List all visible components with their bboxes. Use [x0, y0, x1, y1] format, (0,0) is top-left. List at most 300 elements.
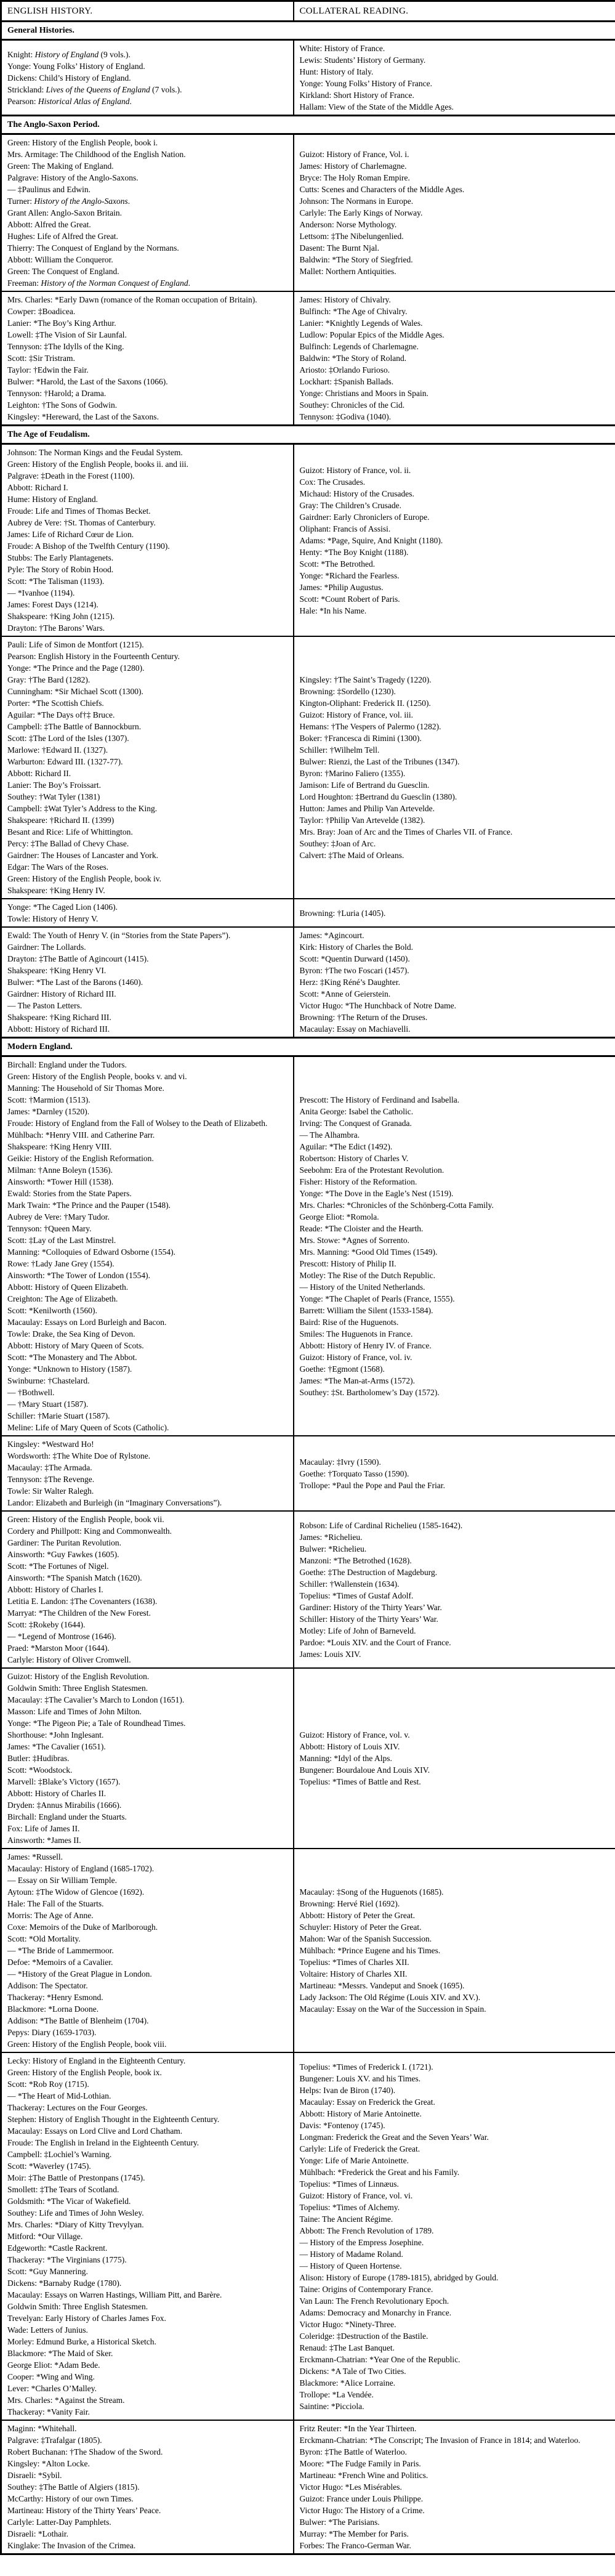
book-entry: Disraeli: *Sybil.: [7, 2471, 62, 2480]
book-entry: — History of the Empress Josephine.: [299, 2237, 424, 2247]
book-entry: Anita George: Isabel the Catholic.: [299, 1107, 414, 1116]
book-entry: Lettsom: ‡The Nibelungenlied.: [299, 232, 404, 241]
book-entry: Praed: *Marston Moor (1644).: [7, 1643, 110, 1653]
book-entry: Kinglake: The Invasion of the Crimea.: [7, 2541, 136, 2550]
column-header-english-history: ENGLISH HISTORY.: [1, 1, 294, 22]
book-entry: Hutton: James and Philip Van Artevelde.: [299, 804, 435, 813]
book-entry: Green: History of the English People, book i.: [7, 138, 158, 147]
book-entry: Lanier: *The Boy’s King Arthur.: [7, 318, 116, 328]
book-entry: Campbell: ‡The Battle of Bannockburn.: [7, 722, 142, 731]
book-entry: Scott: *Anne of Geierstein.: [299, 989, 391, 998]
book-entry: Mallet: Northern Antiquities.: [299, 267, 396, 276]
collateral-reading-cell: [294, 636, 615, 899]
book-entry: Edgeworth: *Castle Rackrent.: [7, 2243, 108, 2253]
book-entry: Adams: *Page, Squire, And Knight (1180).: [299, 535, 443, 545]
section-title: The Age of Feudalism.: [1, 426, 615, 444]
book-entry: Bulwer: *The Last of the Barons (1460).: [7, 978, 143, 987]
book-entry: Kirk: History of Charles the Bold.: [299, 942, 413, 952]
book-entry: Gairdner: The Lollards.: [7, 942, 86, 952]
book-entry: — ‡Paulinus and Edwin.: [7, 185, 90, 194]
book-entry: Pepys: Diary (1659-1703).: [7, 2028, 97, 2037]
book-entry: Victor Hugo: *Ninety-Three.: [299, 2319, 396, 2329]
book-entry: Addison: *The Battle of Blenheim (1704).: [7, 2016, 149, 2025]
table-row: [1, 899, 615, 927]
book-entry: Carlyle: Latter-Day Pamphlets.: [7, 2517, 111, 2527]
book-entry: Mrs. Manning: *Good Old Times (1549).: [299, 1247, 438, 1257]
book-entry: Porter: *The Scottish Chiefs.: [7, 699, 104, 708]
book-entry: Mrs. Charles: *Chronicles of the Schönberg-Cotta Family.: [299, 1201, 494, 1210]
book-entry: Guizot: History of France, Vol. i.: [299, 150, 409, 159]
book-entry: Macaulay: Essay on the War of the Succession in Spain.: [299, 2004, 486, 2014]
book-entry: Yonge: Young Folks’ History of England.: [7, 61, 145, 71]
book-entry: Kingsley: *Hereward, the Last of the Saxons.: [7, 412, 159, 421]
book-entry: Maginn: *Whitehall.: [7, 2424, 77, 2433]
book-entry: Ainsworth: *James II.: [7, 1836, 81, 1845]
book-entry: Scott: *Kenilworth (1560).: [7, 1306, 97, 1315]
section-row: [1, 426, 615, 444]
book-entry: Abbott: Alfred the Great.: [7, 220, 91, 229]
book-entry: Van Laun: The French Revolutionary Epoch.: [299, 2296, 449, 2306]
book-entry: Manning: The Household of Sir Thomas More.: [7, 1083, 164, 1093]
english-history-cell: [1, 40, 294, 116]
book-entry: Abbott: History of Mary Queen of Scots.: [7, 1341, 144, 1350]
book-entry: Lecky: History of England in the Eighteenth Century.: [7, 2056, 186, 2065]
book-entry: Scott: †Marmion (1513).: [7, 1095, 90, 1104]
book-entry: Guizot: History of France, vol. vi.: [299, 2190, 413, 2200]
book-entry: Lanier: *Knightly Legends of Wales.: [299, 318, 423, 328]
book-entry: Morris: The Age of Anne.: [7, 1911, 94, 1920]
book-entry: Michaud: History of the Crusades.: [299, 488, 414, 498]
book-entry: Guizot: History of France, vol. iii.: [299, 710, 413, 719]
column-header-collateral-reading: COLLATERAL READING.: [294, 1, 615, 22]
section-title: General Histories.: [1, 22, 615, 40]
book-entry: Aytoun: ‡The Widow of Glencoe (1692).: [7, 1887, 145, 1897]
collateral-reading-cell: [294, 2420, 615, 2554]
section-row: [1, 116, 615, 134]
book-entry: Scott: *Count Robert of Paris.: [299, 594, 400, 604]
book-entry: Aubrey de Vere: †Mary Tudor.: [7, 1212, 110, 1221]
book-entry: Robson: Life of Cardinal Richelieu (1585-1642).: [299, 1520, 463, 1530]
book-entry: Froude: A Bishop of the Twelfth Century (1190).: [7, 541, 170, 551]
book-entry: Ariosto: ‡Orlando Furioso.: [299, 365, 390, 375]
book-entry: Morley: Edmund Burke, a Historical Sketch.: [7, 2337, 156, 2346]
book-entry: Mitford: *Our Village.: [7, 2232, 83, 2241]
book-entry: Gray: †The Bard (1282).: [7, 675, 90, 684]
book-entry: Dasent: The Burnt Njal.: [299, 243, 379, 253]
book-entry: Blackmore: *Lorna Doone.: [7, 2004, 99, 2014]
book-entry: Lady Jackson: The Old Régime (Louis XIV. and XV.).: [299, 1993, 481, 2002]
book-entry: Green: History of the English People, books v. and vi.: [7, 1072, 187, 1081]
book-entry: Lowell: ‡The Vision of Sir Launfal.: [7, 330, 127, 339]
table-row: [1, 1511, 615, 1668]
book-entry: Warburton: Edward III. (1327-77).: [7, 757, 123, 766]
book-entry: Scott: *Old Mortality.: [7, 1934, 81, 1943]
book-entry: Carlyle: The Early Kings of Norway.: [299, 208, 423, 217]
book-entry: Scott: *The Fortunes of Nigel.: [7, 1561, 109, 1571]
table-row: [1, 1436, 615, 1511]
book-entry: Baldwin: *The Story of Siegfried.: [299, 255, 413, 264]
book-entry: Tennyson: †Queen Mary.: [7, 1224, 92, 1233]
collateral-reading-cell: [294, 444, 615, 637]
book-entry: Yonge: *The Pigeon Pie; a Tale of Roundhead Times.: [7, 1719, 186, 1728]
book-entry: Victor Hugo: *The Hunchback of Notre Dame.: [299, 1001, 456, 1010]
table-row: [1, 927, 615, 1038]
book-entry: Victor Hugo: The History of a Crime.: [299, 2506, 425, 2515]
book-entry: Cordery and Phillpott: King and Commonwealth.: [7, 1526, 172, 1536]
table-row: [1, 636, 615, 899]
book-entry: Hemans: †The Vespers of Palermo (1282).: [299, 722, 441, 731]
book-entry: Mrs. Stowe: *Agnes of Sorrento.: [299, 1236, 409, 1245]
book-entry: Bulwer: *Harold, the Last of the Saxons (1066).: [7, 377, 168, 386]
book-entry: Goldsmith: *The Vicar of Wakefield.: [7, 2197, 131, 2206]
english-history-cell: [1, 927, 294, 1038]
book-entry: Fritz Reuter: *In the Year Thirteen.: [299, 2424, 417, 2433]
book-entry: Browning: ‡Sordello (1230).: [299, 687, 396, 696]
book-entry: Cunningham: *Sir Michael Scott (1300).: [7, 687, 143, 696]
collateral-reading-cell: [294, 2052, 615, 2420]
book-entry: Knight: History of England (9 vols.).: [7, 49, 131, 59]
book-entry: Bulfinch: Legends of Charlemagne.: [299, 342, 419, 351]
book-entry: Oliphant: Francis of Assisi.: [299, 524, 391, 533]
book-entry: Gardiner: The Puritan Revolution.: [7, 1538, 121, 1547]
book-entry: Green: History of the English People, book viii.: [7, 2039, 167, 2049]
book-entry: Birchall: England under the Tudors.: [7, 1060, 127, 1069]
book-entry: Scott: *Guy Mannering.: [7, 2267, 88, 2276]
book-entry: Barrett: William the Silent (1533-1584).: [299, 1306, 433, 1315]
book-entry: George Eliot: *Adam Bede.: [7, 2360, 100, 2370]
book-entry: Topelius: *Times of Frederick I. (1721).: [299, 2062, 433, 2072]
book-entry: Shakspeare: †Richard II. (1399): [7, 816, 115, 825]
book-entry: Abbott: William the Conqueror.: [7, 255, 113, 264]
book-entry: Anderson: Norse Mythology.: [299, 220, 397, 229]
book-entry: Swinburne: †Chastelard.: [7, 1376, 90, 1385]
book-entry: Thierry: The Conquest of England by the Normans.: [7, 243, 179, 253]
book-entry: Strickland: Lives of the Queens of England (7 vols.).: [7, 84, 182, 94]
book-entry: Schiller: History of the Thirty Years’ War.: [299, 1614, 438, 1624]
book-entry: Macaulay: ‡The Armada.: [7, 1463, 92, 1472]
book-entry: Yonge: *Unknown to History (1587).: [7, 1364, 132, 1374]
book-entry: Lord Houghton: ‡Bertrand du Guesclin (1380).: [299, 792, 457, 801]
table-row: [1, 40, 615, 116]
english-history-cell: [1, 1849, 294, 2052]
book-entry: Trollope: *La Vendée.: [299, 2389, 374, 2399]
book-entry: Green: The Conquest of England.: [7, 267, 119, 276]
book-entry: Abbott: History of Louis XIV.: [299, 1742, 400, 1751]
book-entry: Southey: ‡St. Bartholomew’s Day (1572).: [299, 1388, 440, 1397]
book-entry: Johnson: The Normans in Europe.: [299, 196, 414, 206]
book-entry: Bulwer: *The Parisians.: [299, 2517, 380, 2527]
book-entry: Mühlbach: *Henry VIII. and Catherine Parr.: [7, 1130, 155, 1140]
book-entry: Yonge: *The Prince and the Page (1280).: [7, 663, 145, 673]
book-entry: Addison: The Spectator.: [7, 1981, 88, 1990]
book-entry: Ainsworth: *Tower Hill (1538).: [7, 1177, 114, 1186]
book-entry: Pauli: Life of Simon de Montfort (1215).: [7, 640, 144, 649]
book-entry: Southey: ‡The Battle of Algiers (1815).: [7, 2482, 140, 2492]
book-entry: Topelius: *Times of Linnæus.: [299, 2179, 399, 2189]
section-title: Modern England.: [1, 1038, 615, 1056]
book-entry: — *Ivanhoe (1194).: [7, 588, 75, 597]
book-entry: Drayton: †The Barons’ Wars.: [7, 623, 105, 633]
english-history-cell: [1, 1056, 294, 1436]
book-entry: Macaulay: Essays on Lord Clive and Lord Chatham.: [7, 2126, 183, 2136]
book-entry: Macaulay: ‡Ivry (1590).: [299, 1457, 381, 1467]
book-entry: Towle: Drake, the Sea King of Devon.: [7, 1329, 135, 1339]
book-entry: Kirkland: Short History of France.: [299, 91, 414, 100]
book-entry: Abbott: History of Charles I.: [7, 1585, 103, 1594]
book-entry: Scott: *The Betrothed.: [299, 559, 376, 569]
book-entry: Gray: The Children’s Crusade.: [299, 500, 401, 510]
book-entry: Green: History of the English People, book vii.: [7, 1515, 164, 1524]
book-entry: Moir: ‡The Battle of Prestonpans (1745).: [7, 2173, 145, 2182]
book-entry: Froude: History of England from the Fall of Wolsey to the Death of Elizabeth.: [7, 1119, 268, 1128]
collateral-reading-cell: [294, 134, 615, 292]
collateral-reading-cell: [294, 1056, 615, 1436]
book-entry: Erckmann-Chatrian: *Year One of the Republic.: [299, 2354, 460, 2364]
book-entry: Carlyle: Life of Frederick the Great.: [299, 2144, 420, 2153]
book-entry: Martineau: History of the Thirty Years’ Peace.: [7, 2506, 161, 2515]
english-history-cell: [1, 1436, 294, 1511]
book-entry: Towle: Sir Walter Ralegh.: [7, 1486, 94, 1496]
book-entry: Abbott: History of Queen Elizabeth.: [7, 1282, 129, 1292]
book-entry: Drayton: ‡The Battle of Agincourt (1415).: [7, 954, 149, 963]
book-entry: Landor: Elizabeth and Burleigh (in “Imaginary Conversations”).: [7, 1498, 222, 1507]
book-entry: James: Life of Richard Cœur de Lion.: [7, 530, 134, 539]
table-row: [1, 1849, 615, 2052]
book-entry: Cooper: *Wing and Wing.: [7, 2372, 95, 2381]
book-entry: Macaulay: Essay on Machiavelli.: [299, 1024, 411, 1034]
book-entry: Scott: *Rob Roy (1715).: [7, 2080, 89, 2089]
book-entry: Scott: *The Talisman (1193).: [7, 577, 105, 586]
book-entry: Thackeray: *Vanity Fair.: [7, 2407, 90, 2416]
book-entry: Schuyler: History of Peter the Great.: [299, 1922, 422, 1932]
book-entry: Cutts: Scenes and Characters of the Middle Ages.: [299, 185, 465, 194]
book-entry: Guizot: History of France, vol. iv.: [299, 1353, 412, 1362]
book-entry: Moore: *The Fudge Family in Paris.: [299, 2459, 421, 2468]
book-entry: Ludlow: Popular Epics of the Middle Ages.: [299, 330, 444, 339]
book-entry: Henty: *The Boy Knight (1188).: [299, 547, 409, 557]
book-entry: Byron: ‡The Battle of Waterloo.: [299, 2447, 407, 2457]
book-entry: Taylor: †Edwin the Fair.: [7, 365, 89, 375]
book-entry: Saintine: *Picciola.: [299, 2401, 364, 2411]
book-entry: Guizot: France under Louis Philippe.: [299, 2494, 424, 2503]
english-history-cell: [1, 1511, 294, 1668]
book-entry: Pearson: Historical Atlas of England.: [7, 96, 132, 106]
book-entry: Thackeray: *Henry Esmond.: [7, 1993, 103, 2002]
book-entry: Motley: Life of John of Barneveld.: [299, 1626, 416, 1635]
book-entry: Marryat: *The Children of the New Forest.: [7, 1608, 151, 1618]
book-entry: Forbes: The Franco-German War.: [299, 2541, 411, 2550]
book-entry: White: History of France.: [299, 44, 385, 53]
book-entry: Alison: History of Europe (1789-1815), abridged by Gould.: [299, 2272, 499, 2282]
book-entry: Schiller: †Wilhelm Tell.: [299, 745, 380, 755]
book-entry: Percy: ‡The Ballad of Chevy Chase.: [7, 839, 129, 848]
book-entry: James: *Philip Augustus.: [299, 582, 384, 592]
book-entry: Southey: Life and Times of John Wesley.: [7, 2208, 144, 2218]
book-entry: Mrs. Armitage: The Childhood of the English Nation.: [7, 150, 186, 159]
book-entry: Browning: †The Return of the Druses.: [299, 1013, 428, 1022]
book-entry: Mrs. Bray: Joan of Arc and the Times of Charles VII. of France.: [299, 827, 513, 836]
english-history-cell: [1, 134, 294, 292]
book-entry: Froude: The English in Ireland in the Eighteenth Century.: [7, 2138, 199, 2147]
book-entry: Rowe: †Lady Jane Grey (1554).: [7, 1259, 115, 1268]
book-entry: James: *The Cavalier (1651).: [7, 1742, 106, 1751]
book-entry: Freeman: History of the Norman Conquest of England.: [7, 278, 190, 288]
book-entry: Ainsworth: *The Spanish Match (1620).: [7, 1573, 142, 1582]
book-entry: — *History of the Great Plague in London.: [7, 1969, 152, 1979]
book-entry: Hume: History of England.: [7, 495, 98, 504]
table-row: [1, 134, 615, 292]
table-row: [1, 1056, 615, 1436]
book-entry: Gairdner: Early Chroniclers of Europe.: [299, 512, 430, 522]
book-entry: Hughes: Life of Alfred the Great.: [7, 232, 118, 241]
book-entry: Fox: Life of James II.: [7, 1824, 80, 1833]
book-entry: Turner: History of the Anglo-Saxons.: [7, 196, 131, 206]
book-entry: Lanier: The Boy’s Froissart.: [7, 780, 101, 790]
book-entry: Baldwin: *The Story of Roland.: [299, 354, 407, 363]
book-entry: Martineau: *Messrs. Vandeput and Snoek (1695).: [299, 1981, 465, 1990]
book-entry: Yonge: *Richard the Fearless.: [299, 570, 400, 580]
book-entry: Stubbs: The Early Plantagenets.: [7, 553, 114, 562]
book-entry: Masson: Life and Times of John Milton.: [7, 1707, 142, 1716]
book-entry: Scott: ‡The Lord of the Isles (1307).: [7, 734, 129, 743]
book-entry: Prescott: History of Philip II.: [299, 1259, 396, 1268]
book-entry: Scott: *Waverley (1745).: [7, 2161, 91, 2171]
book-entry: Mrs. Charles: *Against the Stream.: [7, 2396, 125, 2405]
table-row: [1, 2420, 615, 2554]
book-entry: Mrs. Charles: *Diary of Kitty Trevylyan.: [7, 2220, 144, 2229]
book-entry: Bungener: Louis XV. and his Times.: [299, 2073, 421, 2083]
book-entry: Abbott: History of Peter the Great.: [299, 1911, 415, 1920]
book-entry: Disraeli: *Lothair.: [7, 2529, 68, 2538]
table-row: [1, 1668, 615, 1849]
book-entry: Green: History of the English People, books ii. and iii.: [7, 460, 188, 469]
book-entry: Calvert: ‡The Maid of Orleans.: [299, 851, 404, 860]
book-entry: Wordsworth: ‡The White Doe of Rylstone.: [7, 1451, 151, 1460]
book-entry: Smiles: The Huguenots in France.: [299, 1329, 413, 1339]
book-entry: James: Louis XIV.: [299, 1649, 361, 1659]
book-entry: Ainsworth: *The Tower of London (1554).: [7, 1271, 151, 1280]
book-entry: Pearson: English History in the Fourteenth Century.: [7, 652, 180, 661]
book-entry: Taine: Origins of Contemporary France.: [299, 2284, 433, 2294]
book-entry: Yonge: Christians and Moors in Spain.: [299, 389, 428, 398]
book-entry: Tennyson: ‡The Revenge.: [7, 1475, 95, 1484]
book-entry: McCarthy: History of our own Times.: [7, 2494, 134, 2503]
book-entry: Voltaire: History of Charles XII.: [299, 1969, 408, 1979]
book-entry: Macaulay: History of England (1685-1702).: [7, 1864, 155, 1873]
book-entry: Marvell: ‡Blake’s Victory (1657).: [7, 1777, 121, 1786]
book-entry: Trevelyan: Early History of Charles James Fox.: [7, 2314, 166, 2323]
book-entry: Campbell: ‡Lochiel’s Warning.: [7, 2150, 112, 2159]
book-entry: Gairdner: History of Richard III.: [7, 989, 116, 998]
book-entry: Aguilar: *The Edict (1492).: [299, 1142, 393, 1151]
book-entry: — The Alhambra.: [299, 1130, 360, 1140]
book-entry: Coxe: Memoirs of the Duke of Marlborough.: [7, 1922, 158, 1932]
book-entry: Guizot: History of France, vol. ii.: [299, 465, 411, 475]
book-entry: Davis: *Fontenoy (1745).: [299, 2120, 385, 2130]
book-entry: Meline: Life of Mary Queen of Scots (Catholic).: [7, 1423, 169, 1432]
book-entry: Murray: *The Member for Paris.: [299, 2529, 409, 2538]
book-entry: Taylor: †Philip Van Artevelde (1382).: [299, 816, 425, 825]
book-entry: Prescott: The History of Ferdinand and Isabella.: [299, 1095, 460, 1104]
book-entry: Kingsley: *Westward Ho!: [7, 1440, 94, 1449]
book-entry: Letitia E. Landon: ‡The Covenanters (1638).: [7, 1597, 158, 1606]
book-entry: Baird: Rise of the Huguenots.: [299, 1318, 399, 1327]
book-entry: James: History of Charlemagne.: [299, 161, 407, 171]
book-entry: Gardiner: History of the Thirty Years’ War.: [299, 1602, 442, 1612]
english-history-cell: [1, 2052, 294, 2420]
book-entry: — Essay on Sir William Temple.: [7, 1876, 117, 1885]
book-entry: — *The Heart of Mid-Lothian.: [7, 2091, 111, 2100]
book-entry: Birchall: England under the Stuarts.: [7, 1812, 127, 1821]
book-entry: Mühlbach: *Prince Eugene and his Times.: [299, 1946, 441, 1955]
book-entry: Grant Allen: Anglo-Saxon Britain.: [7, 208, 122, 217]
book-entry: Abbott: Richard I.: [7, 483, 68, 492]
book-entry: Dickens: Child’s History of England.: [7, 73, 131, 83]
book-entry: Thackeray: *The Virginians (1775).: [7, 2255, 127, 2264]
book-entry: Trollope: *Paul the Pope and Paul the Friar.: [299, 1480, 445, 1490]
book-entry: Kington-Oliphant: Frederick II. (1250).: [299, 699, 431, 708]
book-entry: Robert Buchanan: †The Shadow of the Sword.: [7, 2447, 163, 2457]
book-entry: Hunt: History of Italy.: [299, 67, 374, 76]
book-entry: Blackmore: *The Maid of Sker.: [7, 2349, 113, 2358]
book-entry: Ewald: The Youth of Henry V. (in “Stories from the State Papers”).: [7, 931, 231, 940]
book-entry: Scott: *Quentin Durward (1450).: [299, 954, 410, 963]
book-entry: Aubrey de Vere: †St. Thomas of Canterbury.: [7, 518, 156, 527]
book-entry: Renaud: ‡The Last Banquet.: [299, 2343, 395, 2352]
book-entry: Hallam: View of the State of the Middle Ages.: [299, 102, 454, 111]
book-entry: Macaulay: Essays on Warren Hastings, William Pitt, and Barère.: [7, 2290, 222, 2299]
book-entry: Lever: *Charles O’Malley.: [7, 2384, 97, 2393]
english-history-cell: [1, 291, 294, 426]
book-entry: — History of Madame Roland.: [299, 2249, 403, 2259]
book-entry: Bulwer: Rienzi, the Last of the Tribunes (1347).: [299, 757, 460, 766]
book-entry: Gairdner: The Houses of Lancaster and York.: [7, 851, 158, 860]
book-entry: Kingsley: *Alton Locke.: [7, 2459, 90, 2468]
book-entry: Yonge: *The Dove in the Eagle’s Nest (1519).: [299, 1189, 454, 1198]
book-entry: Abbott: History of Henry IV. of France.: [299, 1341, 432, 1350]
book-entry: Mrs. Charles: *Early Dawn (romance of the Roman occupation of Britain).: [7, 295, 257, 304]
book-entry: Shakspeare: †King Henry VIII.: [7, 1142, 112, 1151]
book-entry: Creighton: The Age of Elizabeth.: [7, 1294, 118, 1303]
book-entry: Coleridge: ‡Destruction of the Bastile.: [299, 2331, 428, 2341]
english-history-cell: [1, 1668, 294, 1849]
book-entry: Tennyson: †Harold; a Drama.: [7, 389, 107, 398]
book-entry: Topelius: *Times of Alchemy.: [299, 2202, 400, 2212]
book-entry: Kingsley: †The Saint’s Tragedy (1220).: [299, 675, 432, 684]
book-entry: Abbott: Richard II.: [7, 769, 71, 778]
book-entry: — *Legend of Montrose (1646).: [7, 1632, 116, 1641]
book-entry: Edgar: The Wars of the Roses.: [7, 862, 109, 872]
book-entry: Goldwin Smith: Three English Statesmen.: [7, 1683, 148, 1693]
book-entry: Topelius: *Times of Battle and Rest.: [299, 1777, 421, 1786]
book-entry: — †Bothwell.: [7, 1388, 55, 1397]
book-entry: James: History of Chivalry.: [299, 295, 391, 304]
book-entry: Byron: †The two Foscari (1457).: [299, 966, 409, 975]
book-entry: Defoe: *Memoirs of a Cavalier.: [7, 1958, 113, 1967]
book-entry: Macaulay: Essays on Lord Burleigh and Bacon.: [7, 1318, 167, 1327]
book-entry: Bryce: The Holy Roman Empire.: [299, 173, 410, 182]
book-entry: Yonge: Life of Marie Antoinette.: [299, 2155, 409, 2165]
book-entry: Bulwer: *Richelieu.: [299, 1544, 367, 1553]
book-entry: Abbott: History of Marie Antoinette.: [299, 2108, 422, 2118]
book-entry: Yonge: Young Folks’ History of France.: [299, 79, 433, 88]
book-entry: Dryden: ‡Annus Mirabilis (1666).: [7, 1800, 122, 1810]
book-entry: Pyle: The Story of Robin Hood.: [7, 565, 114, 574]
book-entry: Shakspeare: †King John (1215).: [7, 612, 115, 621]
book-entry: Motley: The Rise of the Dutch Republic.: [299, 1271, 436, 1280]
book-entry: — The Paston Letters.: [7, 1001, 82, 1010]
book-entry: Irving: The Conquest of Granada.: [299, 1119, 412, 1128]
